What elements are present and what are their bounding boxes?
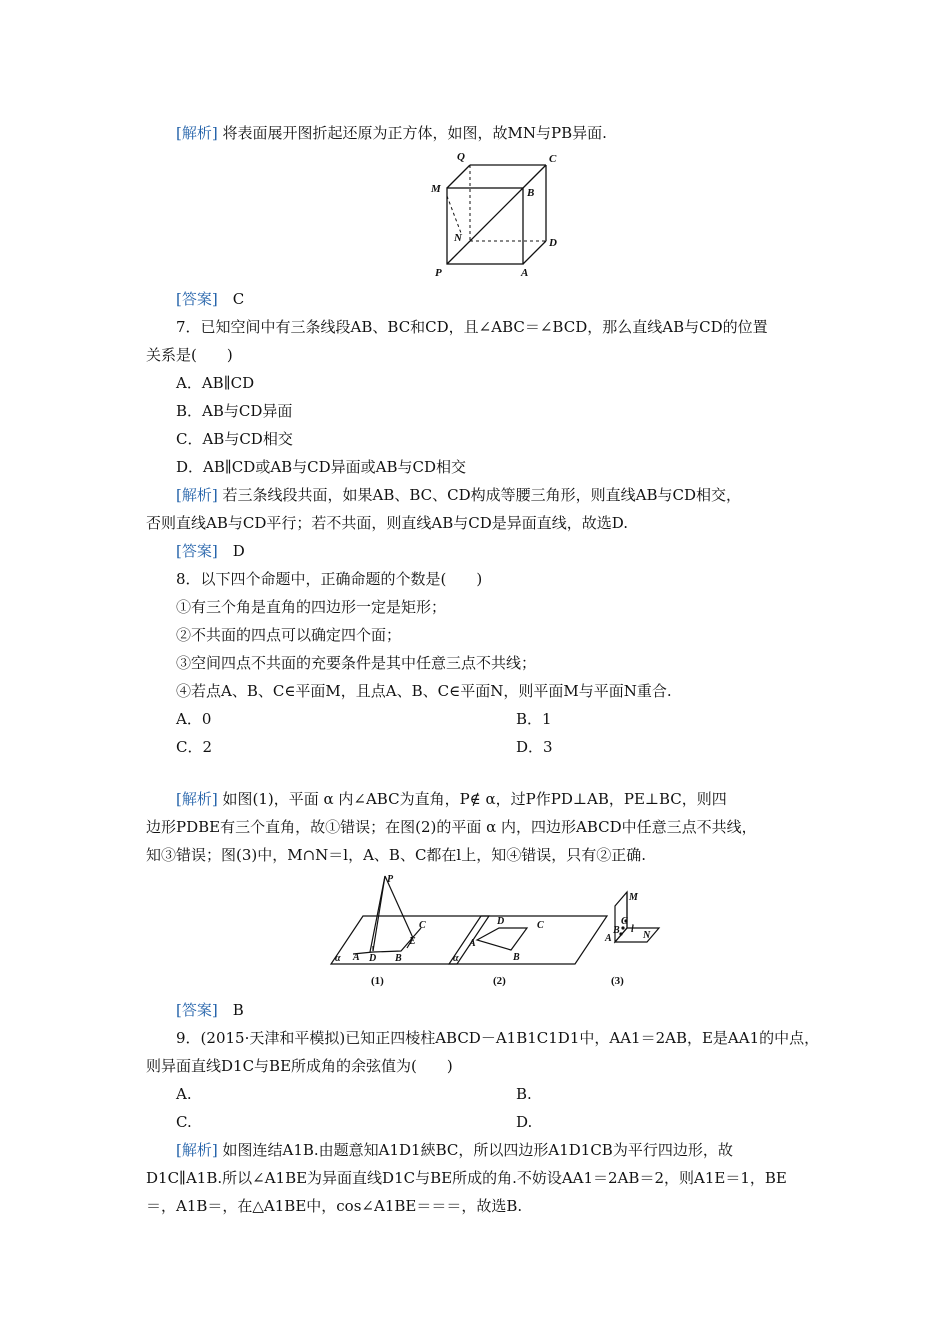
- cube-figure: [425, 148, 565, 286]
- fig1-label-E: E: [409, 936, 416, 947]
- analysis-tag: [解析]: [176, 486, 218, 504]
- option-9-A: A.: [176, 1085, 192, 1103]
- answer-6: [176, 289, 244, 309]
- fig1-label-D: D: [369, 953, 377, 964]
- analysis-text: 如图(1)，平面 α 内∠ABC为直角，P∉ α，过P作PD⊥AB，PE⊥BC，则四: [217, 790, 727, 808]
- question-9: 9．(2015·天津和平模拟)已知正四棱柱ABCD－A1B1C1D1中，AA1＝2AB，E是AA1的中点，: [176, 1029, 820, 1047]
- fig3-label-l: l: [631, 924, 634, 935]
- analysis-7-cont: 否则直线AB与CD平行；若不共面，则直线AB与CD是异面直线，故选D.: [146, 514, 628, 532]
- fig3-label-B: B: [613, 925, 620, 936]
- option-7-C: C．AB与CD相交: [176, 430, 293, 448]
- option-7-A: A．AB∥CD: [176, 374, 255, 392]
- fig-caption-3: (3): [611, 975, 624, 987]
- fig2-label-A: A: [469, 938, 476, 949]
- analysis-8: [176, 789, 727, 809]
- fig-caption-2: (2): [493, 975, 506, 987]
- fig-caption-1: (1): [371, 975, 384, 987]
- fig2-label-C: C: [537, 920, 544, 931]
- option-9-D: D.: [516, 1113, 533, 1131]
- fig2-label-D: D: [497, 916, 505, 927]
- fig1-label-alpha: α: [335, 953, 341, 964]
- answer-8: [176, 1000, 244, 1020]
- statement-8-2: ②不共面的四点可以确定四个面；: [176, 626, 402, 644]
- analysis-8-cont2: 知③错误；图(3)中，M∩N＝l，A、B、C都在l上，知④错误，只有②正确.: [146, 846, 646, 864]
- label-N: N: [454, 232, 462, 244]
- fig3-label-M: M: [629, 892, 638, 903]
- question-9-cont: 则异面直线D1C与BE所成角的余弦值为( ): [146, 1057, 453, 1075]
- option-8-C: C．2: [176, 738, 213, 756]
- analysis-6: [176, 123, 607, 143]
- answer-value: C: [232, 290, 245, 308]
- fig1-label-B: B: [395, 953, 402, 964]
- analysis-tag: [解析]: [176, 124, 218, 142]
- option-9-C: C.: [176, 1113, 192, 1131]
- answer-7: [176, 541, 245, 561]
- option-7-D: D．AB∥CD或AB与CD异面或AB与CD相交: [176, 458, 467, 476]
- fig3-label-C: C: [621, 916, 628, 927]
- question-7-cont: 关系是( ): [146, 346, 233, 364]
- answer-tag: [答案]: [176, 290, 218, 308]
- answer-value: B: [232, 1001, 244, 1019]
- option-9-B: B.: [516, 1085, 532, 1103]
- statement-8-1: ①有三个角是直角的四边形一定是矩形；: [176, 598, 447, 616]
- option-8-B: B．1: [516, 710, 552, 728]
- analysis-9-cont1: D1C∥A1B.所以∠A1BE为异面直线D1C与BE所成的角.不妨设AA1＝2AB＝2，则A1E＝1，BE: [146, 1169, 787, 1187]
- analysis-tag: [解析]: [176, 1141, 218, 1159]
- answer-value: D: [232, 542, 245, 560]
- analysis-8-cont1: 边形PDBE有三个直角，故①错误；在图(2)的平面 α 内，四边形ABCD中任意三点不共线，: [146, 818, 757, 836]
- fig1-label-C: C: [419, 920, 426, 931]
- fig3-label-A: A: [605, 933, 612, 944]
- answer-tag: [答案]: [176, 1001, 218, 1019]
- question-7: 7．已知空间中有三条线段AB、BC和CD，且∠ABC＝∠BCD，那么直线AB与CD的位置: [176, 318, 768, 336]
- analysis-text: 若三条线段共面，如果AB、BC、CD构成等腰三角形，则直线AB与CD相交，: [217, 486, 741, 504]
- option-8-D: D．3: [516, 738, 553, 756]
- analysis-9-cont2: ＝，A1B＝，在△A1BE中，cos∠A1BE＝＝＝，故选B.: [146, 1197, 523, 1215]
- fig1-label-A: A: [353, 952, 360, 963]
- option-7-B: B．AB与CD异面: [176, 402, 293, 420]
- analysis-tag: [解析]: [176, 790, 218, 808]
- analysis-7: [176, 485, 741, 505]
- label-P: P: [435, 267, 442, 279]
- label-C: C: [549, 153, 557, 165]
- analysis-text: 将表面展开图折起还原为正方体，如图，故MN与PB异面.: [217, 124, 607, 142]
- label-D: D: [549, 237, 557, 249]
- question-8: 8．以下四个命题中，正确命题的个数是( ): [176, 570, 483, 588]
- analysis-9: [176, 1140, 733, 1160]
- fig3-label-N: N: [643, 930, 651, 941]
- statement-8-4: ④若点A、B、C∈平面M，且点A、B、C∈平面N，则平面M与平面N重合.: [176, 682, 672, 700]
- label-Q: Q: [457, 151, 465, 163]
- answer-tag: [答案]: [176, 542, 218, 560]
- label-M: M: [431, 183, 441, 195]
- label-B: B: [527, 187, 535, 199]
- fig2-label-B: B: [513, 952, 520, 963]
- option-8-A: A．0: [176, 710, 212, 728]
- analysis-text: 如图连结A1B.由题意知A1D1綊BC，所以四边形A1D1CB为平行四边形，故: [217, 1141, 733, 1159]
- planes-figure: [325, 870, 665, 992]
- statement-8-3: ③空间四点不共面的充要条件是其中任意三点不共线；: [176, 654, 537, 672]
- label-A: A: [521, 267, 529, 279]
- fig2-label-alpha: α: [453, 953, 459, 964]
- fig1-label-P: P: [387, 874, 394, 885]
